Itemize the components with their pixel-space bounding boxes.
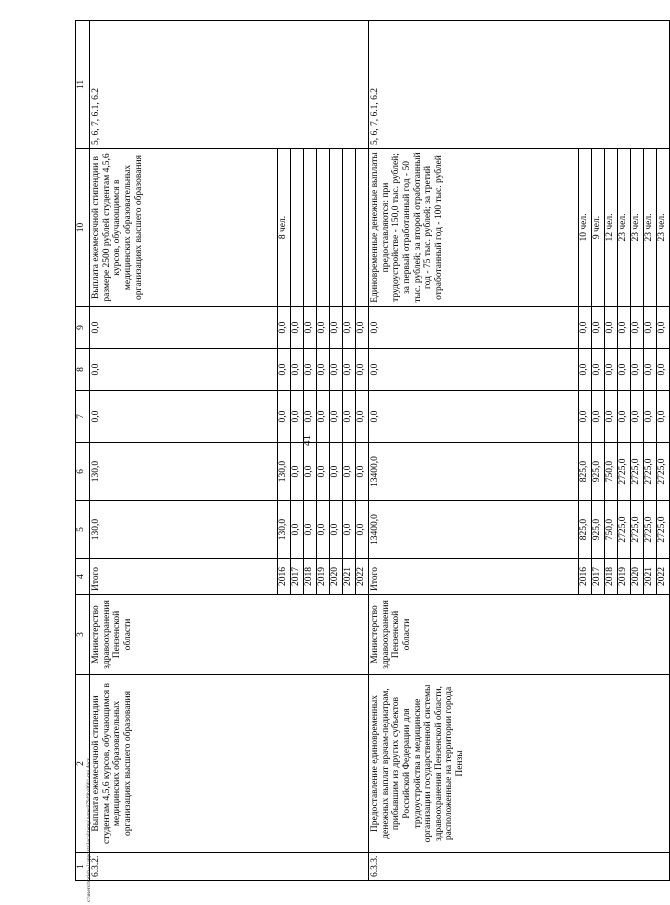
value-c7: 0,0 bbox=[657, 391, 670, 443]
measure-executor: Министерство здравоохранения Пензенской области bbox=[90, 595, 369, 675]
value-c7: 0,0 bbox=[631, 391, 644, 443]
value-c7: 0,0 bbox=[356, 391, 369, 443]
year-cell: 2020 bbox=[631, 559, 644, 595]
indicator-value bbox=[343, 149, 356, 307]
year-cell: 2018 bbox=[304, 559, 317, 595]
value-c8: 0,0 bbox=[317, 349, 330, 391]
value-c7: 0,0 bbox=[330, 391, 343, 443]
value-c6: 0,0 bbox=[356, 443, 369, 501]
year-cell: 2017 bbox=[291, 559, 304, 595]
value-c6: 0,0 bbox=[304, 443, 317, 501]
measure-name: Выплата ежемесячной стипендии студентам 4,5,6 курсов, обучающимся в медицинских образовательных организациях высшего образования bbox=[90, 675, 369, 853]
program-table bbox=[75, 20, 670, 881]
col-num-9: 9 bbox=[76, 307, 90, 349]
col-num-2: 2 bbox=[76, 675, 90, 853]
value-c9: 0,0 bbox=[618, 307, 631, 349]
value-c8: 0,0 bbox=[605, 349, 618, 391]
indicator-value: 23 чел. bbox=[657, 149, 670, 307]
total-c8: 0,0 bbox=[90, 349, 278, 391]
value-c5: 2725,0 bbox=[657, 501, 670, 559]
table-body bbox=[76, 21, 670, 881]
value-c6: 925,0 bbox=[592, 443, 605, 501]
value-c7: 0,0 bbox=[278, 391, 291, 443]
total-c5: 130,0 bbox=[90, 501, 278, 559]
value-c9: 0,0 bbox=[579, 307, 592, 349]
value-c7: 0,0 bbox=[605, 391, 618, 443]
value-c7: 0,0 bbox=[579, 391, 592, 443]
indicator-value: 10 чел. bbox=[579, 149, 592, 307]
value-c8: 0,0 bbox=[592, 349, 605, 391]
value-c6: 2725,0 bbox=[631, 443, 644, 501]
col-num-10: 10 bbox=[76, 149, 90, 307]
indicator-value bbox=[291, 149, 304, 307]
value-c7: 0,0 bbox=[291, 391, 304, 443]
value-c5: 0,0 bbox=[356, 501, 369, 559]
measure-number: 6.3.3. bbox=[369, 853, 670, 881]
value-c9: 0,0 bbox=[304, 307, 317, 349]
year-cell: 2017 bbox=[592, 559, 605, 595]
col-num-6: 6 bbox=[76, 443, 90, 501]
total-c8: 0,0 bbox=[369, 349, 579, 391]
col-num-11: 11 bbox=[76, 21, 90, 149]
value-c8: 0,0 bbox=[579, 349, 592, 391]
value-c8: 0,0 bbox=[304, 349, 317, 391]
target-link: 5, 6, 7, 6.1, 6.2 bbox=[90, 21, 369, 149]
value-c7: 0,0 bbox=[343, 391, 356, 443]
value-c9: 0,0 bbox=[343, 307, 356, 349]
value-c8: 0,0 bbox=[618, 349, 631, 391]
value-c9: 0,0 bbox=[356, 307, 369, 349]
year-cell: 2016 bbox=[278, 559, 291, 595]
value-c5: 2725,0 bbox=[631, 501, 644, 559]
value-c8: 0,0 bbox=[356, 349, 369, 391]
value-c6: 825,0 bbox=[579, 443, 592, 501]
value-c7: 0,0 bbox=[592, 391, 605, 443]
total-c6: 130,0 bbox=[90, 443, 278, 501]
value-c5: 925,0 bbox=[592, 501, 605, 559]
value-c9: 0,0 bbox=[644, 307, 657, 349]
indicator-value: 23 чел. bbox=[631, 149, 644, 307]
value-c5: 2725,0 bbox=[618, 501, 631, 559]
value-c6: 0,0 bbox=[317, 443, 330, 501]
year-cell: 2020 bbox=[330, 559, 343, 595]
value-c5: 0,0 bbox=[291, 501, 304, 559]
value-c9: 0,0 bbox=[291, 307, 304, 349]
value-c5: 750,0 bbox=[605, 501, 618, 559]
year-cell: 2016 bbox=[579, 559, 592, 595]
value-c5: 2725,0 bbox=[644, 501, 657, 559]
value-c9: 0,0 bbox=[317, 307, 330, 349]
indicator-text: Единовременные денежные выплаты предоставляются: при трудоустройстве - 150,0 тыс. рублей; за первый отработанный год - 50 тыс. рублей; за второй отработанный год - 75 тыс. рублей; за третий отработанный год - 100 тыс. рублей bbox=[369, 149, 579, 307]
indicator-value: 8 чел. bbox=[278, 149, 291, 307]
value-c8: 0,0 bbox=[291, 349, 304, 391]
rotated-table-wrapper bbox=[75, 21, 667, 881]
value-c8: 0,0 bbox=[330, 349, 343, 391]
value-c6: 130,0 bbox=[278, 443, 291, 501]
value-c8: 0,0 bbox=[631, 349, 644, 391]
total-label: Итого bbox=[369, 559, 579, 595]
column-number-row bbox=[76, 21, 90, 881]
indicator-value: 12 чел. bbox=[605, 149, 618, 307]
value-c7: 0,0 bbox=[618, 391, 631, 443]
value-c8: 0,0 bbox=[278, 349, 291, 391]
year-cell: 2019 bbox=[317, 559, 330, 595]
year-cell: 2021 bbox=[644, 559, 657, 595]
value-c9: 0,0 bbox=[657, 307, 670, 349]
value-c5: 0,0 bbox=[330, 501, 343, 559]
year-cell: 2019 bbox=[618, 559, 631, 595]
value-c5: 0,0 bbox=[343, 501, 356, 559]
measure-number: 6.3.2. bbox=[90, 853, 369, 881]
page-number: 41 bbox=[301, 435, 313, 446]
indicator-value bbox=[356, 149, 369, 307]
col-num-7: 7 bbox=[76, 391, 90, 443]
col-num-3: 3 bbox=[76, 595, 90, 675]
value-c9: 0,0 bbox=[631, 307, 644, 349]
value-c6: 0,0 bbox=[291, 443, 304, 501]
value-c5: 825,0 bbox=[579, 501, 592, 559]
year-cell: 2022 bbox=[657, 559, 670, 595]
total-c7: 0,0 bbox=[369, 391, 579, 443]
value-c6: 2725,0 bbox=[657, 443, 670, 501]
value-c8: 0,0 bbox=[657, 349, 670, 391]
value-c5: 130,0 bbox=[278, 501, 291, 559]
year-cell: 2018 bbox=[605, 559, 618, 595]
col-num-8: 8 bbox=[76, 349, 90, 391]
value-c5: 0,0 bbox=[304, 501, 317, 559]
indicator-value: 23 чел. bbox=[644, 149, 657, 307]
value-c9: 0,0 bbox=[278, 307, 291, 349]
indicator-value bbox=[330, 149, 343, 307]
total-c9: 0,0 bbox=[369, 307, 579, 349]
target-link: 5, 6, 7, 6.1, 6.2 bbox=[369, 21, 670, 149]
total-c5: 13400,0 bbox=[369, 501, 579, 559]
value-c8: 0,0 bbox=[644, 349, 657, 391]
indicator-value bbox=[317, 149, 330, 307]
indicator-value: 23 чел. bbox=[618, 149, 631, 307]
indicator-value: 9 чел. bbox=[592, 149, 605, 307]
col-num-1: 1 bbox=[76, 853, 90, 881]
measure-executor: Министерство здравоохранения Пензенской области bbox=[369, 595, 670, 675]
total-c6: 13400,0 bbox=[369, 443, 579, 501]
value-c9: 0,0 bbox=[330, 307, 343, 349]
col-num-4: 4 bbox=[76, 559, 90, 595]
indicator-value bbox=[304, 149, 317, 307]
col-num-5: 5 bbox=[76, 501, 90, 559]
year-cell: 2022 bbox=[356, 559, 369, 595]
value-c6: 2725,0 bbox=[644, 443, 657, 501]
measure-row bbox=[369, 21, 579, 881]
value-c6: 2725,0 bbox=[618, 443, 631, 501]
value-c8: 0,0 bbox=[343, 349, 356, 391]
value-c5: 0,0 bbox=[317, 501, 330, 559]
value-c7: 0,0 bbox=[317, 391, 330, 443]
value-c6: 0,0 bbox=[343, 443, 356, 501]
total-c9: 0,0 bbox=[90, 307, 278, 349]
value-c7: 0,0 bbox=[644, 391, 657, 443]
value-c7: 0,0 bbox=[304, 391, 317, 443]
value-c6: 750,0 bbox=[605, 443, 618, 501]
footer-file-path: c:\users\borisb~1\appdata\local\temp\notes87949b\0601-mu.docx bbox=[86, 757, 92, 902]
total-label: Итого bbox=[90, 559, 278, 595]
measure-name: Предоставление единовременных денежных выплат врачам-педиатрам, прибывшим из других субъектов Российской Федерации для трудоустройства в медицинские организации государственной системы здравоохранения Пензенской области, расположенные на территории города Пензы bbox=[369, 675, 670, 853]
total-c7: 0,0 bbox=[90, 391, 278, 443]
value-c9: 0,0 bbox=[592, 307, 605, 349]
value-c9: 0,0 bbox=[605, 307, 618, 349]
year-cell: 2021 bbox=[343, 559, 356, 595]
measure-row bbox=[90, 21, 278, 881]
indicator-text: Выплата ежемесячной стипендии в размере 2500 рублей студентам 4,5,6 курсов, обучающимся в медицинских образовательных организациях высшего образования bbox=[90, 149, 278, 307]
value-c6: 0,0 bbox=[330, 443, 343, 501]
